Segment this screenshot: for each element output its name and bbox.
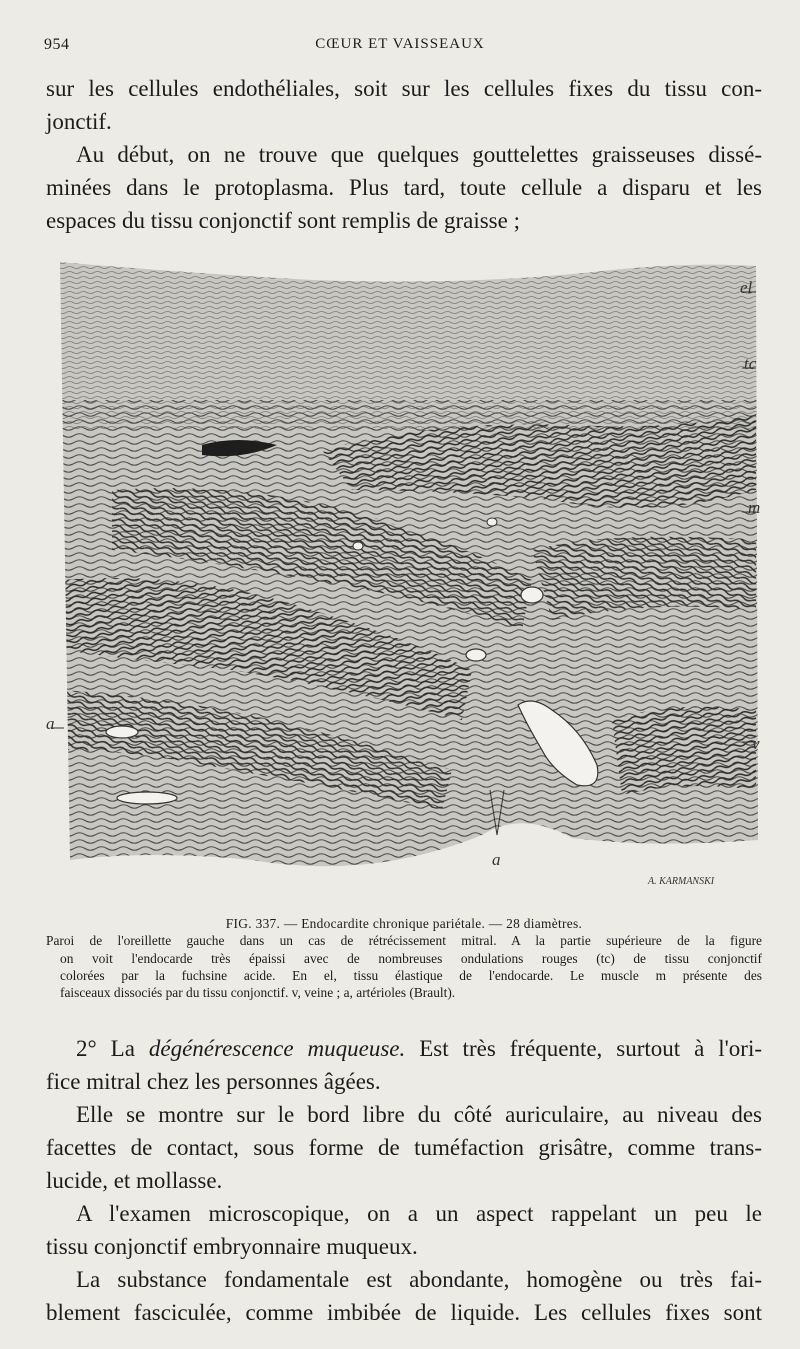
label-a-left: a <box>46 714 55 733</box>
paragraph <box>46 1197 762 1263</box>
text-line: facettes de contact, sous forme de tuméfaction grisâtre, comme trans- <box>46 1135 762 1160</box>
text-line: blement fasciculée, comme imbibée de liquide. Les cellules fixes sont <box>46 1300 762 1325</box>
text-line: lucide, et mollasse. <box>46 1168 223 1193</box>
text-run: Est très fréquente, surtout à l'ori- <box>405 1036 762 1061</box>
text-line: espaces du tissu conjonctif sont remplis de graisse ; <box>46 208 520 233</box>
italic-term: dégénérescence muqueuse. <box>148 1036 406 1061</box>
text-line: La substance fondamentale est abondante, homogène ou très fai- <box>76 1267 762 1292</box>
text-line: tissu conjonctif embryonnaire muqueux. <box>46 1234 418 1259</box>
text-line: fice mitral chez les personnes âgées. <box>46 1069 381 1094</box>
text-line <box>46 1032 762 1065</box>
label-el: el <box>740 278 753 297</box>
page-number: 954 <box>44 36 70 53</box>
histology-illustration <box>52 250 764 900</box>
caption-line: faisceaux dissociés par du tissu conjonctif. v, veine ; a, artérioles (Brault). <box>60 985 456 1001</box>
label-m: m <box>748 498 761 517</box>
body-text <box>46 1032 762 1329</box>
caption-line: on voit l'endocarde très épaissi avec de nombreuses ondulations rouges (tc) de tissu conjonctif <box>60 950 762 966</box>
caption-title: FIG. 337. — Endocardite chronique pariétale. — 28 diamètres. <box>225 916 583 931</box>
text-line: minées dans le protoplasma. Plus tard, toute cellule a disparu et les <box>46 175 762 200</box>
text-line: Au début, on ne trouve que quelques gouttelettes graisseuses dissé- <box>76 142 762 167</box>
paragraph <box>46 1263 762 1329</box>
figure-caption <box>46 915 762 1001</box>
text-run: 2° La <box>76 1036 149 1061</box>
label-tc: tc <box>744 354 757 373</box>
running-head: CŒUR ET VAISSEAUX <box>315 36 485 52</box>
text-line: jonctif. <box>46 109 112 134</box>
caption-line: colorées par la fuchsine acide. En el, tissu élastique de l'endocarde. Le muscle m présente des <box>60 967 762 983</box>
label-v: v <box>752 734 760 753</box>
paragraph <box>46 1032 762 1098</box>
label-a-bottom: a <box>492 850 501 869</box>
intro-text <box>46 72 762 237</box>
text-line: Elle se montre sur le bord libre du côté auriculaire, au niveau des <box>76 1102 762 1127</box>
paragraph <box>46 138 762 237</box>
paragraph <box>46 1098 762 1197</box>
paragraph <box>46 72 762 138</box>
page-header <box>44 36 756 60</box>
caption-line: Paroi de l'oreillette gauche dans un cas de rétrécissement mitral. A la partie supérieure de la figure <box>46 933 762 949</box>
text-line: A l'examen microscopique, on a un aspect rappelant un peu le <box>76 1201 762 1226</box>
text-line: sur les cellules endothéliales, soit sur les cellules fixes du tissu con- <box>46 76 762 101</box>
histology-figure <box>46 250 764 900</box>
artist-signature: A. KARMANSKI <box>648 876 715 887</box>
